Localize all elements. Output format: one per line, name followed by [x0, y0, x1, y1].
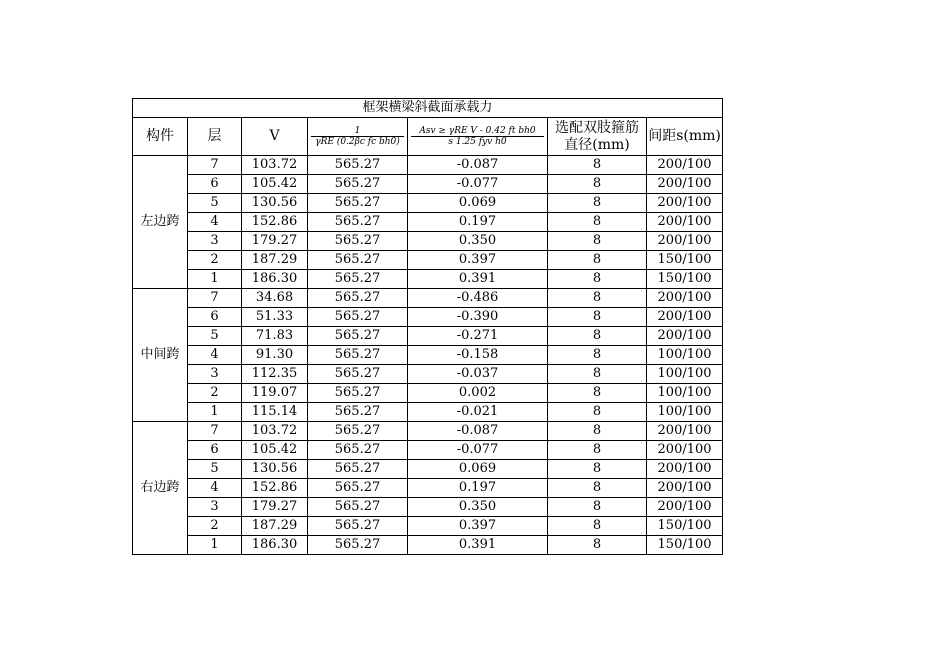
- table-row: [133, 460, 723, 479]
- ratio-cell: 0.069: [408, 194, 548, 213]
- capacity-cell: 565.27: [308, 270, 408, 289]
- table-row: [133, 346, 723, 365]
- header-rebar-line1: 选配双肢箍筋: [555, 119, 639, 136]
- ratio-cell: -0.158: [408, 346, 548, 365]
- table-row: [133, 441, 723, 460]
- v-cell: 130.56: [242, 460, 308, 479]
- v-cell: 103.72: [242, 422, 308, 441]
- capacity-cell: 565.27: [308, 365, 408, 384]
- table-row: [133, 517, 723, 536]
- header-capacity-formula: [308, 118, 408, 156]
- v-cell: 187.29: [242, 517, 308, 536]
- v-cell: 186.30: [242, 536, 308, 555]
- capacity-cell: 565.27: [308, 251, 408, 270]
- capacity-cell: 565.27: [308, 479, 408, 498]
- diameter-cell: 8: [548, 365, 647, 384]
- ratio-cell: -0.087: [408, 422, 548, 441]
- capacity-cell: 565.27: [308, 517, 408, 536]
- header-row: [133, 118, 723, 156]
- floor-cell: 6: [188, 308, 242, 327]
- capacity-cell: 565.27: [308, 194, 408, 213]
- floor-cell: 4: [188, 213, 242, 232]
- diameter-cell: 8: [548, 327, 647, 346]
- diameter-cell: 8: [548, 156, 647, 175]
- spacing-cell: 150/100: [647, 251, 723, 270]
- v-cell: 103.72: [242, 156, 308, 175]
- diameter-cell: 8: [548, 479, 647, 498]
- ratio-cell: 0.069: [408, 460, 548, 479]
- ratio-cell: -0.037: [408, 365, 548, 384]
- diameter-cell: 8: [548, 194, 647, 213]
- table-row: [133, 251, 723, 270]
- v-cell: 179.27: [242, 498, 308, 517]
- header-member: 构件: [133, 118, 188, 156]
- spacing-cell: 200/100: [647, 498, 723, 517]
- diameter-cell: 8: [548, 175, 647, 194]
- spacing-cell: 200/100: [647, 308, 723, 327]
- formula2-bottom: s 1.25 fyv h0: [448, 137, 507, 147]
- formula2-top: Asv ≥ γRE V - 0.42 ft bh0: [411, 126, 544, 137]
- spacing-cell: 100/100: [647, 365, 723, 384]
- capacity-cell: 565.27: [308, 327, 408, 346]
- ratio-cell: 0.397: [408, 517, 548, 536]
- table-row: [133, 422, 723, 441]
- v-cell: 130.56: [242, 194, 308, 213]
- diameter-cell: 8: [548, 403, 647, 422]
- spacing-cell: 200/100: [647, 289, 723, 308]
- table-row: [133, 365, 723, 384]
- spacing-cell: 200/100: [647, 232, 723, 251]
- floor-cell: 2: [188, 517, 242, 536]
- diameter-cell: 8: [548, 422, 647, 441]
- ratio-cell: 0.002: [408, 384, 548, 403]
- spacing-cell: 200/100: [647, 156, 723, 175]
- spacing-cell: 150/100: [647, 270, 723, 289]
- formula1-numerator: 1: [311, 126, 404, 137]
- floor-cell: 6: [188, 441, 242, 460]
- spacing-cell: 200/100: [647, 213, 723, 232]
- v-cell: 179.27: [242, 232, 308, 251]
- ratio-cell: 0.391: [408, 270, 548, 289]
- capacity-cell: 565.27: [308, 346, 408, 365]
- floor-cell: 3: [188, 232, 242, 251]
- ratio-cell: -0.077: [408, 175, 548, 194]
- v-cell: 187.29: [242, 251, 308, 270]
- table-row: [133, 384, 723, 403]
- group-label: 右边跨: [133, 422, 188, 555]
- floor-cell: 1: [188, 270, 242, 289]
- diameter-cell: 8: [548, 536, 647, 555]
- ratio-cell: -0.077: [408, 441, 548, 460]
- diameter-cell: 8: [548, 289, 647, 308]
- formula1-denominator: γRE (0.2βc fc bh0): [315, 137, 400, 147]
- v-cell: 119.07: [242, 384, 308, 403]
- table-row: [133, 175, 723, 194]
- capacity-cell: 565.27: [308, 308, 408, 327]
- v-cell: 186.30: [242, 270, 308, 289]
- diameter-cell: 8: [548, 232, 647, 251]
- table-row: [133, 498, 723, 517]
- table-row: [133, 327, 723, 346]
- diameter-cell: 8: [548, 251, 647, 270]
- spacing-cell: 150/100: [647, 536, 723, 555]
- capacity-cell: 565.27: [308, 213, 408, 232]
- capacity-cell: 565.27: [308, 232, 408, 251]
- ratio-cell: 0.397: [408, 251, 548, 270]
- spacing-cell: 200/100: [647, 327, 723, 346]
- group-label: 中间跨: [133, 289, 188, 422]
- floor-cell: 7: [188, 422, 242, 441]
- diameter-cell: 8: [548, 460, 647, 479]
- table-row: [133, 270, 723, 289]
- spacing-cell: 100/100: [647, 384, 723, 403]
- diameter-cell: 8: [548, 441, 647, 460]
- ratio-cell: 0.197: [408, 479, 548, 498]
- header-rebar-line2: 直径(mm): [564, 136, 630, 153]
- diameter-cell: 8: [548, 384, 647, 403]
- table-row: [133, 156, 723, 175]
- spacing-cell: 200/100: [647, 441, 723, 460]
- table-row: [133, 479, 723, 498]
- floor-cell: 5: [188, 460, 242, 479]
- ratio-cell: -0.087: [408, 156, 548, 175]
- capacity-cell: 565.27: [308, 536, 408, 555]
- capacity-cell: 565.27: [308, 403, 408, 422]
- capacity-cell: 565.27: [308, 384, 408, 403]
- header-floor: 层: [188, 118, 242, 156]
- v-cell: 34.68: [242, 289, 308, 308]
- capacity-cell: 565.27: [308, 156, 408, 175]
- spacing-cell: 100/100: [647, 403, 723, 422]
- v-cell: 152.86: [242, 479, 308, 498]
- floor-cell: 4: [188, 479, 242, 498]
- ratio-cell: 0.350: [408, 232, 548, 251]
- capacity-cell: 565.27: [308, 422, 408, 441]
- diameter-cell: 8: [548, 517, 647, 536]
- header-stirrup-formula: [408, 118, 548, 156]
- ratio-cell: -0.271: [408, 327, 548, 346]
- header-spacing: 间距s(mm): [647, 118, 723, 156]
- ratio-cell: -0.021: [408, 403, 548, 422]
- floor-cell: 5: [188, 194, 242, 213]
- ratio-cell: 0.350: [408, 498, 548, 517]
- spacing-cell: 200/100: [647, 460, 723, 479]
- spacing-cell: 200/100: [647, 175, 723, 194]
- table-row: [133, 232, 723, 251]
- v-cell: 51.33: [242, 308, 308, 327]
- capacity-cell: 565.27: [308, 441, 408, 460]
- header-rebar-diameter: [548, 118, 647, 156]
- v-cell: 105.42: [242, 441, 308, 460]
- floor-cell: 2: [188, 384, 242, 403]
- floor-cell: 3: [188, 498, 242, 517]
- table-row: [133, 536, 723, 555]
- diameter-cell: 8: [548, 308, 647, 327]
- group-label: 左边跨: [133, 156, 188, 289]
- table-row: [133, 194, 723, 213]
- capacity-cell: 565.27: [308, 498, 408, 517]
- v-cell: 115.14: [242, 403, 308, 422]
- diameter-cell: 8: [548, 498, 647, 517]
- header-v: V: [242, 118, 308, 156]
- diameter-cell: 8: [548, 213, 647, 232]
- capacity-cell: 565.27: [308, 289, 408, 308]
- floor-cell: 5: [188, 327, 242, 346]
- v-cell: 152.86: [242, 213, 308, 232]
- floor-cell: 1: [188, 403, 242, 422]
- capacity-cell: 565.27: [308, 460, 408, 479]
- capacity-cell: 565.27: [308, 175, 408, 194]
- ratio-cell: 0.197: [408, 213, 548, 232]
- v-cell: 112.35: [242, 365, 308, 384]
- ratio-cell: 0.391: [408, 536, 548, 555]
- v-cell: 91.30: [242, 346, 308, 365]
- floor-cell: 6: [188, 175, 242, 194]
- table-row: [133, 308, 723, 327]
- v-cell: 105.42: [242, 175, 308, 194]
- shear-capacity-table: [132, 98, 723, 555]
- table-row: [133, 289, 723, 308]
- spacing-cell: 200/100: [647, 422, 723, 441]
- diameter-cell: 8: [548, 346, 647, 365]
- spacing-cell: 150/100: [647, 517, 723, 536]
- floor-cell: 3: [188, 365, 242, 384]
- spacing-cell: 200/100: [647, 479, 723, 498]
- floor-cell: 7: [188, 156, 242, 175]
- floor-cell: 2: [188, 251, 242, 270]
- table-row: [133, 403, 723, 422]
- floor-cell: 7: [188, 289, 242, 308]
- spacing-cell: 200/100: [647, 194, 723, 213]
- table-title: 框架横梁斜截面承载力: [133, 99, 723, 118]
- floor-cell: 4: [188, 346, 242, 365]
- diameter-cell: 8: [548, 270, 647, 289]
- floor-cell: 1: [188, 536, 242, 555]
- ratio-cell: -0.390: [408, 308, 548, 327]
- table-row: [133, 213, 723, 232]
- spacing-cell: 100/100: [647, 346, 723, 365]
- v-cell: 71.83: [242, 327, 308, 346]
- ratio-cell: -0.486: [408, 289, 548, 308]
